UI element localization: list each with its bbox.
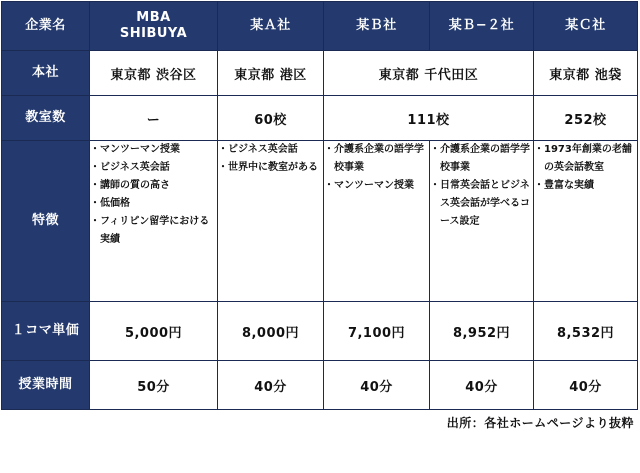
feature-item: ・ ビジネス英会話: [218, 141, 323, 159]
feature-item: ・ 日常英会話とビジネス英会話が学べるコース設定: [430, 177, 533, 231]
feature-item: ・ 介護系企業の語学学校事業: [430, 141, 533, 177]
features-b: [324, 141, 430, 302]
features-mba: [90, 141, 218, 302]
price-b2: 8,952円: [430, 302, 534, 361]
lesson-time-row: [2, 361, 638, 410]
features-b2: [430, 141, 534, 302]
feature-item: ・ 低価格: [90, 195, 217, 213]
price-b: 7,100円: [324, 302, 430, 361]
lesson-time-b2: 40分: [430, 361, 534, 410]
comparison-table: [1, 1, 638, 410]
header-mba-line1: MBA: [136, 10, 171, 25]
classrooms-c: 252校: [534, 96, 638, 141]
features-c: [534, 141, 638, 302]
classrooms-row: [2, 96, 638, 141]
header-company-label: 企業名: [2, 2, 90, 51]
header-company-b2: 某Ｂ−２社: [430, 2, 534, 51]
header-company-b: 某Ｂ社: [324, 2, 430, 51]
price-c: 8,532円: [534, 302, 638, 361]
classrooms-b-merged: 111校: [324, 96, 534, 141]
classrooms-a: 60校: [218, 96, 324, 141]
hq-mba: 東京都 渋谷区: [90, 51, 218, 96]
feature-item: ・ 豊富な実績: [534, 177, 637, 195]
lesson-time-mba: 50分: [90, 361, 218, 410]
header-mba-line2: SHIBUYA: [119, 26, 188, 41]
source-note: 出所：各社ホームページより抜粋: [446, 416, 634, 430]
features-row: [2, 141, 638, 302]
feature-item: ・ フィリピン留学における実績: [90, 213, 217, 249]
feature-item: ・ マンツーマン授業: [324, 177, 429, 195]
hq-a: 東京都 港区: [218, 51, 324, 96]
hq-c: 東京都 池袋: [534, 51, 638, 96]
header-row: [2, 2, 638, 51]
hq-row: [2, 51, 638, 96]
header-mba-shibuya: [90, 2, 218, 51]
feature-item: ・ 1973年創業の老舗の英会話教室: [534, 141, 637, 177]
feature-item: ・ マンツーマン授業: [90, 141, 217, 159]
features-label: 特徴: [2, 141, 90, 302]
feature-item: ・ 介護系企業の語学学校事業: [324, 141, 429, 177]
feature-item: ・ 世界中に教室がある: [218, 159, 323, 177]
hq-b-merged: 東京都 千代田区: [324, 51, 534, 96]
classrooms-label: 教室数: [2, 96, 90, 141]
lesson-time-b: 40分: [324, 361, 430, 410]
header-company-c: 某Ｃ社: [534, 2, 638, 51]
hq-label: 本社: [2, 51, 90, 96]
features-a: [218, 141, 324, 302]
price-a: 8,000円: [218, 302, 324, 361]
feature-item: ・ ビジネス英会話: [90, 159, 217, 177]
price-mba: 5,000円: [90, 302, 218, 361]
lesson-time-label: 授業時間: [2, 361, 90, 410]
price-label: １コマ単価: [2, 302, 90, 361]
lesson-time-c: 40分: [534, 361, 638, 410]
lesson-time-a: 40分: [218, 361, 324, 410]
classrooms-mba: ー: [90, 96, 218, 141]
price-row: [2, 302, 638, 361]
feature-item: ・ 講師の質の高さ: [90, 177, 217, 195]
header-company-a: 某Ａ社: [218, 2, 324, 51]
